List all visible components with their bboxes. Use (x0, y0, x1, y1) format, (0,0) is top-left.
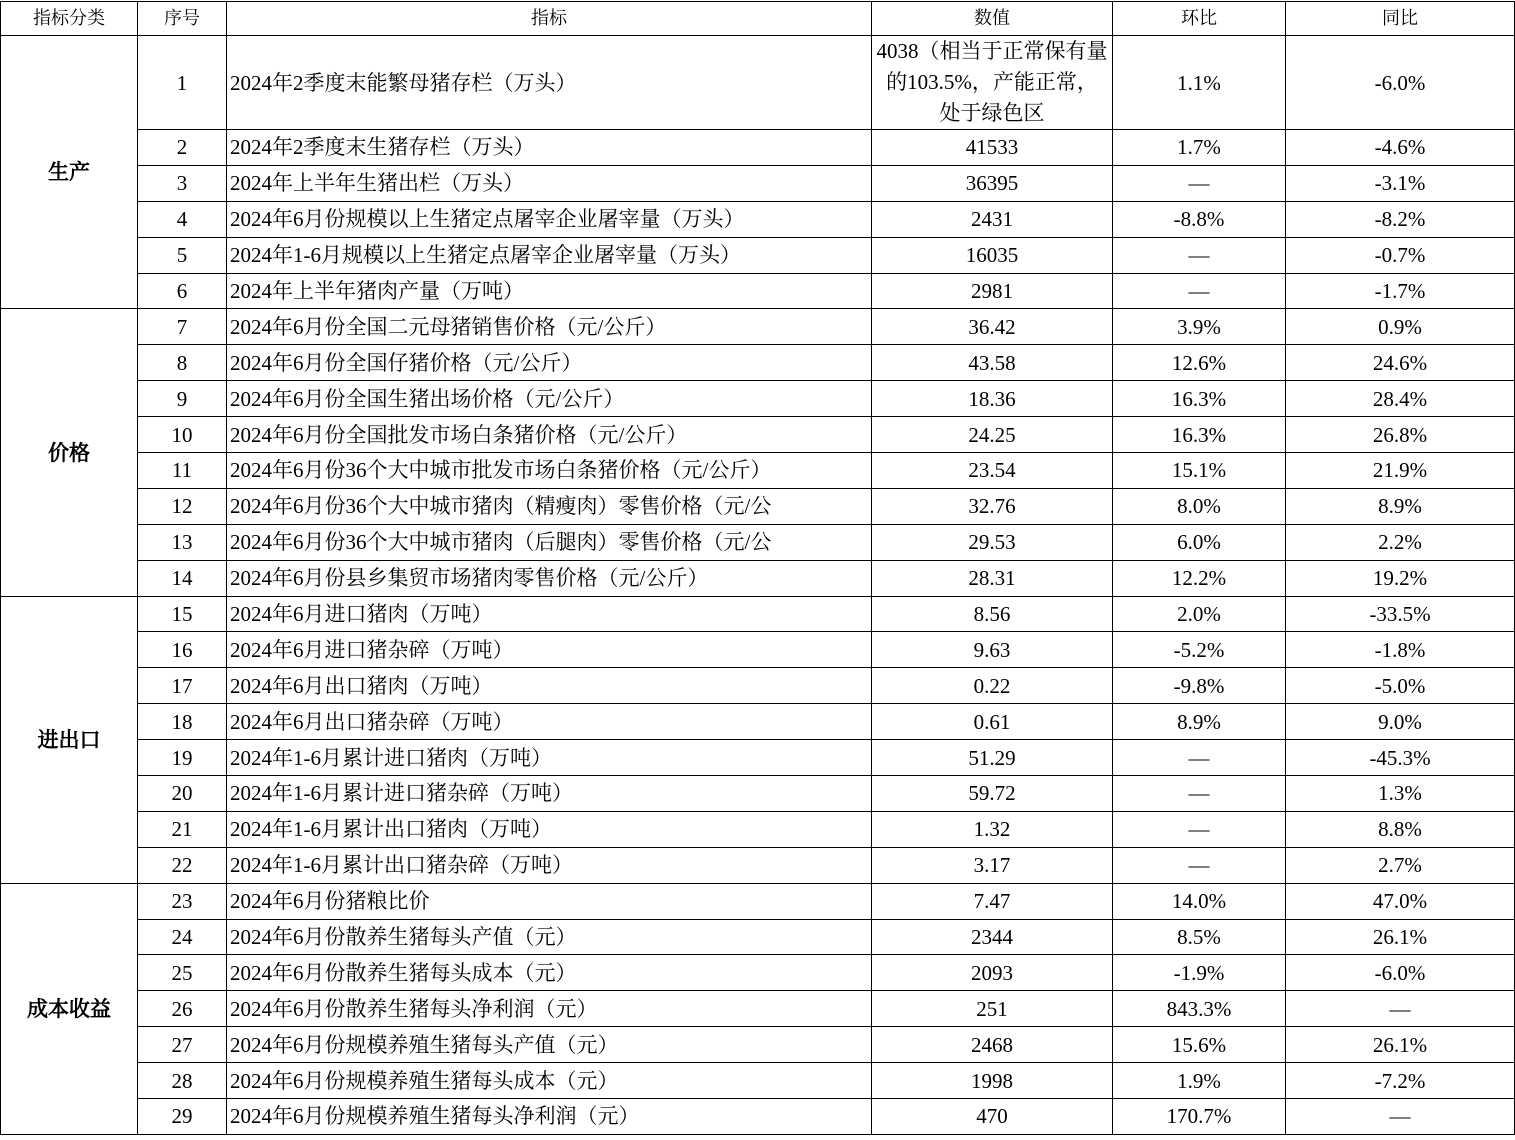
indicator-value: 2344 (872, 919, 1113, 955)
indicator-value: 23.54 (872, 453, 1113, 489)
indicator-name: 2024年6月份36个大中城市猪肉（后腿肉）零售价格（元/公 (227, 524, 872, 560)
indicator-name: 2024年6月份全国二元母猪销售价格（元/公斤） (227, 309, 872, 345)
indicator-name: 2024年6月份规模以上生猪定点屠宰企业屠宰量（万头） (227, 201, 872, 237)
indicator-value: 18.36 (872, 381, 1113, 417)
mom-change: 170.7% (1113, 1099, 1286, 1135)
indicator-value: 0.22 (872, 668, 1113, 704)
indicator-name: 2024年6月份散养生猪每头产值（元） (227, 919, 872, 955)
indicator-value: 2468 (872, 1027, 1113, 1063)
indicator-value: 29.53 (872, 524, 1113, 560)
yoy-change: 21.9% (1286, 453, 1515, 489)
table-row (1, 1063, 1515, 1099)
indicator-value: 16035 (872, 237, 1113, 273)
yoy-change: 0.9% (1286, 309, 1515, 345)
mom-change: 15.1% (1113, 453, 1286, 489)
yoy-change: 8.9% (1286, 488, 1515, 524)
row-number: 14 (138, 560, 227, 596)
table-row (1, 237, 1515, 273)
header-value: 数值 (872, 2, 1113, 36)
table-row (1, 596, 1515, 632)
indicator-value: 8.56 (872, 596, 1113, 632)
row-number: 2 (138, 130, 227, 166)
mom-change: 15.6% (1113, 1027, 1286, 1063)
indicator-value: 36.42 (872, 309, 1113, 345)
row-number: 25 (138, 955, 227, 991)
table-row (1, 955, 1515, 991)
mom-change: 12.6% (1113, 345, 1286, 381)
table-row (1, 453, 1515, 489)
indicator-name: 2024年6月份县乡集贸市场猪肉零售价格（元/公斤） (227, 560, 872, 596)
indicator-value: 4038（相当于正常保有量的103.5%，产能正常，处于绿色区 (872, 36, 1113, 130)
indicator-value: 470 (872, 1099, 1113, 1135)
yoy-change: — (1286, 1099, 1515, 1135)
category-trade: 进出口 (1, 596, 138, 883)
indicator-name: 2024年6月份散养生猪每头成本（元） (227, 955, 872, 991)
indicator-name: 2024年2季度末生猪存栏（万头） (227, 130, 872, 166)
yoy-change: 26.8% (1286, 417, 1515, 453)
indicator-name: 2024年6月份全国仔猪价格（元/公斤） (227, 345, 872, 381)
table-row (1, 309, 1515, 345)
row-number: 9 (138, 381, 227, 417)
yoy-change: -45.3% (1286, 740, 1515, 776)
table-row (1, 1027, 1515, 1063)
category-production: 生产 (1, 36, 138, 309)
row-number: 23 (138, 883, 227, 919)
yoy-change: -6.0% (1286, 36, 1515, 130)
indicator-name: 2024年6月进口猪杂碎（万吨） (227, 632, 872, 668)
row-number: 7 (138, 309, 227, 345)
indicator-value: 0.61 (872, 704, 1113, 740)
yoy-change: -1.8% (1286, 632, 1515, 668)
mom-change: 6.0% (1113, 524, 1286, 560)
mom-change: 8.9% (1113, 704, 1286, 740)
row-number: 19 (138, 740, 227, 776)
indicator-value: 9.63 (872, 632, 1113, 668)
mom-change: — (1113, 811, 1286, 847)
yoy-change: 2.7% (1286, 847, 1515, 883)
mom-change: -1.9% (1113, 955, 1286, 991)
table-row (1, 991, 1515, 1027)
header-number: 序号 (138, 2, 227, 36)
row-number: 18 (138, 704, 227, 740)
category-cost: 成本收益 (1, 883, 138, 1134)
yoy-change: -3.1% (1286, 165, 1515, 201)
table-row (1, 130, 1515, 166)
row-number: 6 (138, 273, 227, 309)
mom-change: 843.3% (1113, 991, 1286, 1027)
mom-change: 1.1% (1113, 36, 1286, 130)
yoy-change: 8.8% (1286, 811, 1515, 847)
indicator-name: 2024年6月份规模养殖生猪每头产值（元） (227, 1027, 872, 1063)
indicator-name: 2024年6月进口猪肉（万吨） (227, 596, 872, 632)
yoy-change: -33.5% (1286, 596, 1515, 632)
indicator-value: 41533 (872, 130, 1113, 166)
table-row (1, 381, 1515, 417)
row-number: 24 (138, 919, 227, 955)
header-category: 指标分类 (1, 2, 138, 36)
table-row (1, 776, 1515, 812)
table-row (1, 345, 1515, 381)
row-number: 29 (138, 1099, 227, 1135)
row-number: 16 (138, 632, 227, 668)
row-number: 11 (138, 453, 227, 489)
table-row (1, 883, 1515, 919)
indicator-name: 2024年6月份全国批发市场白条猪价格（元/公斤） (227, 417, 872, 453)
indicator-value: 3.17 (872, 847, 1113, 883)
row-number: 28 (138, 1063, 227, 1099)
row-number: 21 (138, 811, 227, 847)
indicator-value: 1998 (872, 1063, 1113, 1099)
row-number: 15 (138, 596, 227, 632)
indicator-value: 43.58 (872, 345, 1113, 381)
mom-change: 1.7% (1113, 130, 1286, 166)
yoy-change: -6.0% (1286, 955, 1515, 991)
mom-change: 2.0% (1113, 596, 1286, 632)
row-number: 13 (138, 524, 227, 560)
yoy-change: -5.0% (1286, 668, 1515, 704)
indicator-value: 2981 (872, 273, 1113, 309)
yoy-change: -1.7% (1286, 273, 1515, 309)
indicator-value: 1.32 (872, 811, 1113, 847)
header-row (1, 2, 1515, 36)
table-body (1, 36, 1515, 1135)
mom-change: 3.9% (1113, 309, 1286, 345)
yoy-change: -0.7% (1286, 237, 1515, 273)
indicator-name: 2024年1-6月累计进口猪杂碎（万吨） (227, 776, 872, 812)
mom-change: -5.2% (1113, 632, 1286, 668)
row-number: 3 (138, 165, 227, 201)
indicator-name: 2024年上半年生猪出栏（万头） (227, 165, 872, 201)
mom-change: 14.0% (1113, 883, 1286, 919)
yoy-change: 26.1% (1286, 1027, 1515, 1063)
table-row (1, 488, 1515, 524)
indicator-value: 32.76 (872, 488, 1113, 524)
row-number: 10 (138, 417, 227, 453)
yoy-change: 9.0% (1286, 704, 1515, 740)
indicator-name: 2024年6月份全国生猪出场价格（元/公斤） (227, 381, 872, 417)
table-row (1, 201, 1515, 237)
table-row (1, 165, 1515, 201)
table-row (1, 919, 1515, 955)
row-number: 5 (138, 237, 227, 273)
table-row (1, 632, 1515, 668)
row-number: 12 (138, 488, 227, 524)
table-row (1, 560, 1515, 596)
indicator-value: 28.31 (872, 560, 1113, 596)
mom-change: 1.9% (1113, 1063, 1286, 1099)
indicator-value: 7.47 (872, 883, 1113, 919)
mom-change: -9.8% (1113, 668, 1286, 704)
mom-change: — (1113, 237, 1286, 273)
yoy-change: 19.2% (1286, 560, 1515, 596)
mom-change: 12.2% (1113, 560, 1286, 596)
table-row (1, 36, 1515, 130)
mom-change: — (1113, 165, 1286, 201)
indicator-name: 2024年1-6月累计出口猪肉（万吨） (227, 811, 872, 847)
yoy-change: 24.6% (1286, 345, 1515, 381)
row-number: 20 (138, 776, 227, 812)
header-yoy: 同比 (1286, 2, 1515, 36)
indicator-value: 59.72 (872, 776, 1113, 812)
indicator-value: 2431 (872, 201, 1113, 237)
indicator-value: 251 (872, 991, 1113, 1027)
indicator-table (0, 1, 1515, 1135)
mom-change: — (1113, 740, 1286, 776)
table-row (1, 273, 1515, 309)
indicator-value: 36395 (872, 165, 1113, 201)
table-row (1, 1099, 1515, 1135)
indicator-name: 2024年1-6月累计出口猪杂碎（万吨） (227, 847, 872, 883)
yoy-change: 47.0% (1286, 883, 1515, 919)
mom-change: 8.0% (1113, 488, 1286, 524)
indicator-name: 2024年1-6月累计进口猪肉（万吨） (227, 740, 872, 776)
mom-change: 8.5% (1113, 919, 1286, 955)
yoy-change: — (1286, 991, 1515, 1027)
mom-change: -8.8% (1113, 201, 1286, 237)
row-number: 17 (138, 668, 227, 704)
header-mom: 环比 (1113, 2, 1286, 36)
row-number: 4 (138, 201, 227, 237)
row-number: 26 (138, 991, 227, 1027)
mom-change: — (1113, 776, 1286, 812)
row-number: 27 (138, 1027, 227, 1063)
table-row (1, 524, 1515, 560)
indicator-value: 24.25 (872, 417, 1113, 453)
table-row (1, 847, 1515, 883)
indicator-name: 2024年1-6月规模以上生猪定点屠宰企业屠宰量（万头） (227, 237, 872, 273)
mom-change: — (1113, 273, 1286, 309)
indicator-name: 2024年6月出口猪肉（万吨） (227, 668, 872, 704)
mom-change: 16.3% (1113, 417, 1286, 453)
table-row (1, 811, 1515, 847)
mom-change: — (1113, 847, 1286, 883)
mom-change: 16.3% (1113, 381, 1286, 417)
yoy-change: -8.2% (1286, 201, 1515, 237)
yoy-change: -7.2% (1286, 1063, 1515, 1099)
yoy-change: -4.6% (1286, 130, 1515, 166)
table-row (1, 740, 1515, 776)
yoy-change: 2.2% (1286, 524, 1515, 560)
indicator-name: 2024年6月份猪粮比价 (227, 883, 872, 919)
table-row (1, 668, 1515, 704)
category-price: 价格 (1, 309, 138, 596)
indicator-name: 2024年上半年猪肉产量（万吨） (227, 273, 872, 309)
indicator-name: 2024年6月份规模养殖生猪每头成本（元） (227, 1063, 872, 1099)
yoy-change: 26.1% (1286, 919, 1515, 955)
indicator-name: 2024年6月份散养生猪每头净利润（元） (227, 991, 872, 1027)
yoy-change: 1.3% (1286, 776, 1515, 812)
indicator-name: 2024年6月份规模养殖生猪每头净利润（元） (227, 1099, 872, 1135)
indicator-value: 51.29 (872, 740, 1113, 776)
header-indicator: 指标 (227, 2, 872, 36)
row-number: 8 (138, 345, 227, 381)
indicator-name: 2024年6月出口猪杂碎（万吨） (227, 704, 872, 740)
row-number: 22 (138, 847, 227, 883)
indicator-value: 2093 (872, 955, 1113, 991)
table-row (1, 704, 1515, 740)
indicator-name: 2024年2季度末能繁母猪存栏（万头） (227, 36, 872, 130)
table-row (1, 417, 1515, 453)
indicator-name: 2024年6月份36个大中城市批发市场白条猪价格（元/公斤） (227, 453, 872, 489)
yoy-change: 28.4% (1286, 381, 1515, 417)
indicator-name: 2024年6月份36个大中城市猪肉（精瘦肉）零售价格（元/公 (227, 488, 872, 524)
row-number: 1 (138, 36, 227, 130)
